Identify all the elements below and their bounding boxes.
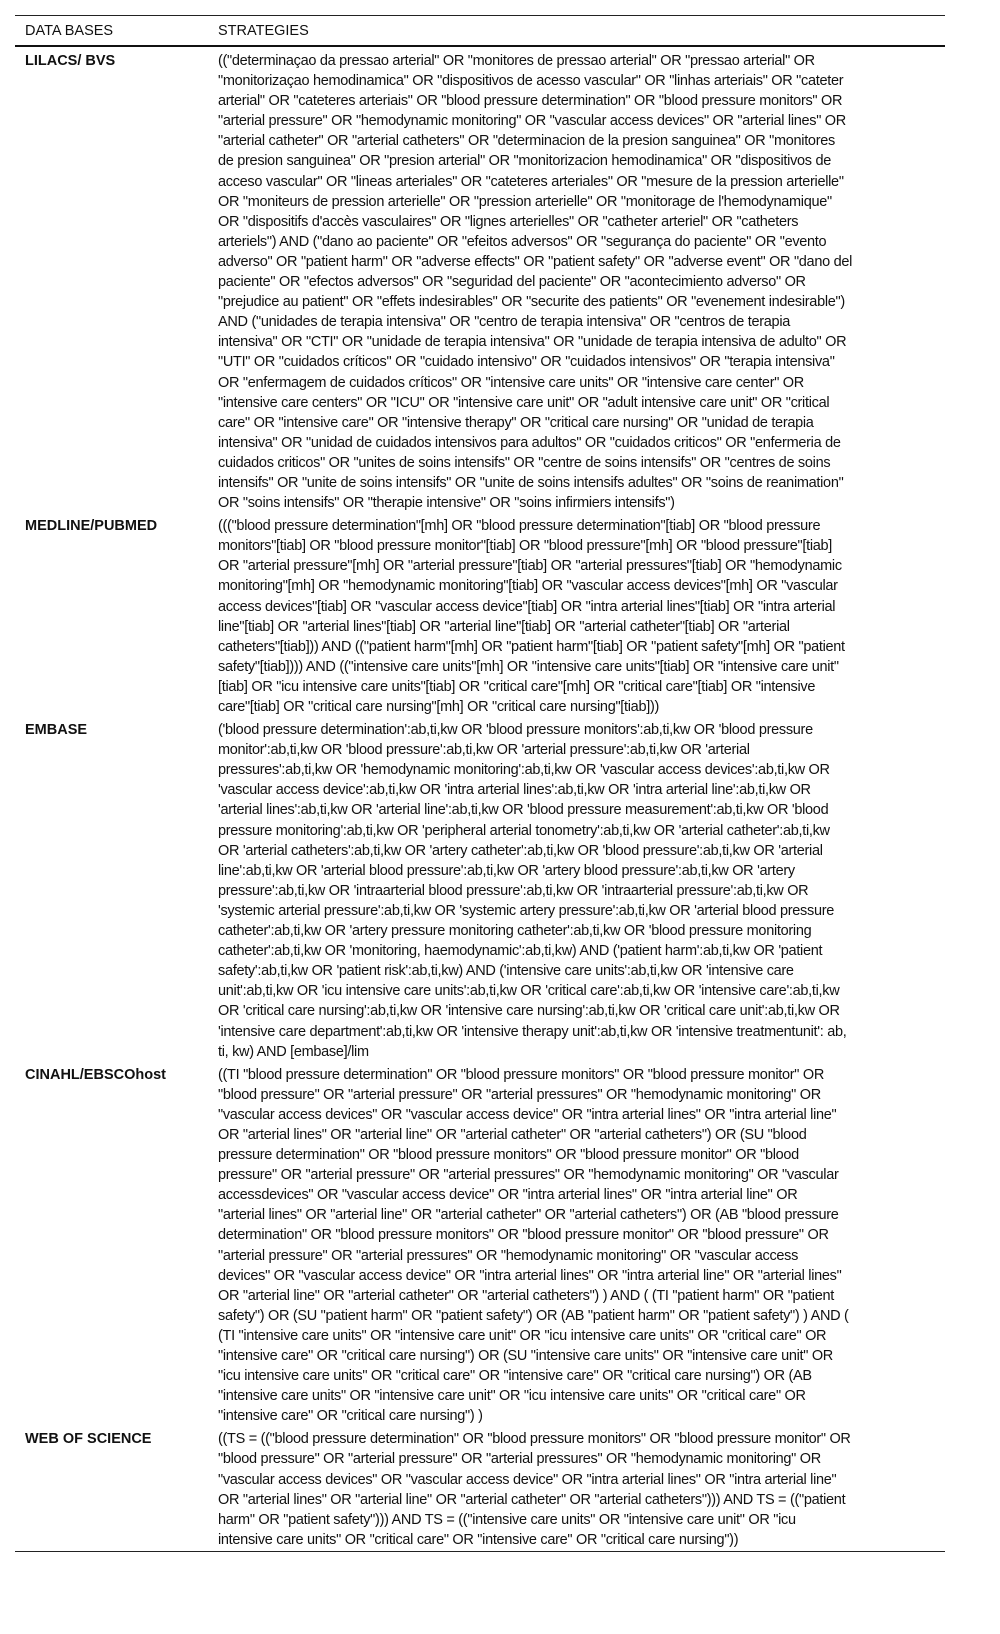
strategy-line: unit':ab,ti,kw OR 'icu intensive care units':ab,ti,kw OR 'critical care':ab,ti,kw OR 'intensive care':ab,ti,kw	[218, 983, 840, 1000]
strategy-line: 'systemic arterial pressure':ab,ti,kw OR 'systemic artery pressure':ab,ti,kw OR 'arterial blood pressure	[218, 902, 835, 919]
strategy-line: accessdevices" OR "vascular access device" OR "intra arterial lines" OR "intra arterial line" OR	[218, 1187, 798, 1204]
strategy-line: intensifs" OR "unite de soins intensifs" OR "unite de soins intensifs adultes" OR "soins de reanimation"	[218, 474, 844, 491]
strategy-line: (("determinaçao da pressao arterial" OR "monitores de pressao arterial" OR "pressao arterial" OR	[218, 53, 815, 69]
database-name: EMBASE	[25, 722, 88, 739]
strategy-line: safety':ab,ti,kw OR 'patient risk':ab,ti,kw) AND ('intensive care units':ab,ti,kw OR 'intensive care	[218, 963, 794, 980]
strategy-line: ((TI "blood pressure determination" OR "blood pressure monitors" OR "blood pressure monitor" OR	[218, 1066, 825, 1083]
header-strategies: STRATEGIES	[218, 22, 309, 39]
search-strategies-table	[15, 15, 945, 1552]
table-body	[15, 47, 945, 1551]
strategy-line: 'arterial lines':ab,ti,kw OR 'arterial line':ab,ti,kw OR 'blood pressure measurement':ab,ti,kw OR 'blood	[218, 802, 829, 819]
strategy-line: "blood pressure" OR "arterial pressure" OR "arterial pressures" OR "hemodynamic monitoring" OR	[218, 1451, 821, 1468]
strategy-line: "vascular access devices" OR "vascular access device" OR "intra arterial lines" OR "intra arterial line"	[218, 1106, 837, 1123]
search-strategy	[218, 1065, 945, 1427]
strategy-line: 'vascular access device':ab,ti,kw OR 'intra arterial lines':ab,ti,kw OR 'intra arterial line':ab,ti,kw OR	[218, 782, 811, 799]
header-data-bases: DATA BASES	[25, 22, 114, 39]
strategy-line: arteriels") AND ("dano ao paciente" OR "efeitos adversos" OR "segurança do paciente" OR "evento	[218, 233, 827, 250]
strategy-line: harm" OR "patient safety"))) AND TS = (("intensive care units" OR "intensive care unit" OR "icu	[218, 1511, 796, 1528]
strategy-line: intensiva" OR "CTI" OR "unidade de terapia intensiva" OR "unidade de terapia intensiva de adulto" OR	[218, 334, 847, 351]
database-name: LILACS/ BVS	[25, 53, 116, 69]
strategy-line: "blood pressure" OR "arterial pressure" OR "arterial pressures" OR "hemodynamic monitoring" OR	[218, 1086, 821, 1103]
strategy-line: catheter':ab,ti,kw OR 'monitoring, haemodynamic':ab,ti,kw) AND ('patient harm':ab,ti,kw OR 'patient	[218, 943, 823, 960]
strategy-line: catheters"[tiab])) AND (("patient harm"[mh] OR "patient harm"[tiab] OR "patient safety"[mh] OR "patient	[218, 638, 845, 655]
strategy-line: intensiva" OR "unidad de cuidados intensivos para adultos" OR "cuidados criticos" OR "enfermeria de	[218, 434, 841, 451]
strategy-line: "monitorizaçao hemodinamica" OR "dispositivos de acesso vascular" OR "linhas arteriais" OR "cateter	[218, 73, 844, 90]
strategy-line: "icu intensive care units" OR "critical care" OR "intensive care" OR "critical care nursing") OR (AB	[218, 1368, 812, 1385]
strategy-line: catheter':ab,ti,kw OR 'artery pressure monitoring catheter':ab,ti,kw OR 'blood pressure monitoring	[218, 923, 812, 940]
search-strategy	[218, 720, 945, 1062]
table-row	[15, 48, 945, 513]
strategy-line: AND ("unidades de terapia intensiva" OR "centro de terapia intensiva" OR "centros de terapia	[218, 314, 791, 331]
strategy-line: devices" OR "vascular access device" OR "intra arterial lines" OR "intra arterial line" OR "arterial lines"	[218, 1267, 842, 1284]
strategy-line: adverso" OR "patient harm" OR "adverse effects" OR "patient safety" OR "adverse event" OR "dano del	[218, 253, 853, 270]
table-row	[15, 1062, 945, 1427]
strategy-line: "intensive care" OR "critical care nursing") )	[218, 1408, 483, 1425]
strategy-line: arterial" OR "cateteres arteriais" OR "blood pressure determination" OR "blood pressure monitors" OR	[218, 93, 843, 110]
strategy-line: OR "arterial lines" OR "arterial line" OR "arterial catheter" OR "arterial catheters"))) AND TS = (("patient	[218, 1491, 846, 1508]
strategy-line: ((TS = (("blood pressure determination" OR "blood pressure monitors" OR "blood pressure monitor" OR	[218, 1431, 851, 1448]
strategy-line: pressure':ab,ti,kw OR 'intraarterial blood pressure':ab,ti,kw OR 'intraarterial pressure':ab,ti,kw OR	[218, 882, 809, 899]
strategy-line: OR 'arterial catheters':ab,ti,kw OR 'artery catheter':ab,ti,kw OR 'blood pressure':ab,ti,kw OR 'arterial	[218, 842, 823, 859]
strategy-line: line':ab,ti,kw OR 'arterial blood pressure':ab,ti,kw OR 'artery blood pressure':ab,ti,kw OR 'artery	[218, 862, 795, 879]
strategy-line: ti, kw) AND [embase]/lim	[218, 1043, 369, 1060]
strategy-line: OR "arterial lines" OR "arterial line" OR "arterial catheter" OR "arterial catheters") OR (SU "blood	[218, 1126, 807, 1143]
strategy-line: determination" OR "blood pressure monitors" OR "blood pressure monitor" OR "blood pressure" OR	[218, 1227, 829, 1244]
database-name: MEDLINE/PUBMED	[25, 518, 158, 535]
strategy-line: access devices"[tiab] OR "vascular access device"[tiab] OR "intra arterial lines"[tiab] OR "intra arterial	[218, 598, 836, 615]
strategy-line: paciente" OR "efectos adversos" OR "seguridad del paciente" OR "acontecimiento adverso" OR	[218, 274, 806, 291]
strategy-line: intensive care units" OR "critical care" OR "intensive care" OR "critical care nursing"))	[218, 1531, 739, 1548]
strategy-line: safety") OR (SU "patient harm" OR "patient safety") OR (AB "patient harm" OR "patient safety") ) AND (	[218, 1307, 849, 1324]
strategy-line: "intensive care" OR "critical care nursing") OR (SU "intensive care units" OR "intensive care unit" OR	[218, 1348, 833, 1364]
strategy-line: 'intensive care department':ab,ti,kw OR 'intensive therapy unit':ab,ti,kw OR 'intensive treatmentunit': ab,	[218, 1023, 847, 1040]
strategy-line: OR "arterial line" OR "arterial catheter" OR "arterial catheters") ) AND ( (TI "patient harm" OR "patient	[218, 1287, 834, 1304]
strategy-line: OR "moniteurs de pression arterielle" OR "pression arterielle" OR "monitorage de l'hemodynamique"	[218, 193, 832, 210]
strategy-line: "prejudice au patient" OR "effets indesirables" OR "securite des patients" OR "evenement indesirable")	[218, 294, 845, 311]
strategy-line: "arterial pressure" OR "arterial pressures" OR "hemodynamic monitoring" OR "vascular access	[218, 1247, 799, 1264]
strategy-line: care"[tiab] OR "critical care nursing"[mh] OR "critical care nursing"[tiab]))	[218, 699, 660, 715]
search-strategy	[218, 516, 945, 717]
strategy-line: monitors"[tiab] OR "blood pressure monitor"[tiab] OR "blood pressure"[mh] OR "blood pressure"[tiab]	[218, 538, 833, 555]
strategy-line: safety"[tiab]))) AND (("intensive care units"[mh] OR "intensive care units"[tiab] OR "intensive care unit"	[218, 658, 839, 675]
strategy-line: "arterial pressure" OR "hemodynamic monitoring" OR "vascular access devices" OR "arterial lines" OR	[218, 113, 846, 130]
strategy-line: pressure determination" OR "blood pressure monitors" OR "blood pressure monitor" OR "blood	[218, 1147, 799, 1164]
search-strategy	[218, 51, 945, 513]
database-name: WEB OF SCIENCE	[25, 1431, 152, 1448]
strategy-line: "arterial catheter" OR "arterial catheters" OR "determinacion de la presion sanguinea" OR "monitores	[218, 133, 835, 150]
strategy-line: "arterial lines" OR "arterial line" OR "arterial catheter" OR "arterial catheters") OR (AB "blood pressure	[218, 1207, 839, 1224]
strategy-line: OR "dispositifs d'accès vasculaires" OR "lignes arterielles" OR "catheter arteriel" OR "catheters	[218, 213, 799, 230]
table-row	[15, 717, 945, 1062]
strategy-line: monitoring"[mh] OR "hemodynamic monitoring"[tiab] OR "vascular access devices"[mh] OR "vascular	[218, 578, 838, 595]
strategy-line: acceso vascular" OR "lineas arteriales" OR "cateteres arteriales" OR "mesure de la pression arterielle"	[218, 173, 844, 190]
strategy-line: (TI "intensive care units" OR "intensive care unit" OR "icu intensive care units" OR "critical care" OR	[218, 1327, 827, 1344]
table-row	[15, 513, 945, 717]
strategy-line: [tiab] OR "icu intensive care units"[tiab] OR "critical care"[mh] OR "critical care"[tiab] OR "intensive	[218, 678, 816, 695]
strategy-line: pressure" OR "arterial pressure" OR "arterial pressures" OR "hemodynamic monitoring" OR "vascular	[218, 1167, 839, 1184]
strategy-line: OR "arterial pressure"[mh] OR "arterial pressure"[tiab] OR "arterial pressures"[tiab] OR "hemodynamic	[218, 558, 842, 575]
strategy-line: de presion sanguinea" OR "presion arterial" OR "monitorizacion hemodinamica" OR "dispositivos de	[218, 153, 831, 170]
strategy-line: cuidados criticos" OR "unites de soins intensifs" OR "centre de soins intensifs" OR "centres de soins	[218, 454, 831, 471]
strategy-line: OR 'critical care nursing':ab,ti,kw OR 'intensive care nursing':ab,ti,kw OR 'critical care unit':ab,ti,kw OR	[218, 1003, 840, 1020]
strategy-line: care" OR "intensive care" OR "intensive therapy" OR "critical care nursing" OR "unidad de terapia	[218, 414, 814, 431]
strategy-line: OR "enfermagem de cuidados críticos" OR "intensive care units" OR "intensive care center" OR	[218, 374, 804, 391]
strategy-line: monitor':ab,ti,kw OR 'blood pressure':ab,ti,kw OR 'arterial pressure':ab,ti,kw OR 'arterial	[218, 742, 750, 759]
strategy-line: ((("blood pressure determination"[mh] OR "blood pressure determination"[tiab] OR "blood pressure	[218, 518, 821, 535]
strategy-line: ('blood pressure determination':ab,ti,kw OR 'blood pressure monitors':ab,ti,kw OR 'blood pressure	[218, 722, 813, 739]
table-header	[15, 16, 945, 47]
strategy-line: OR "soins intensifs" OR "therapie intensive" OR "soins infirmiers intensifs")	[218, 495, 675, 512]
strategy-line: "vascular access devices" OR "vascular access device" OR "intra arterial lines" OR "intra arterial line"	[218, 1471, 837, 1488]
search-strategy	[218, 1429, 945, 1550]
strategy-line: "UTI" OR "cuidados críticos" OR "cuidado intensivo" OR "cuidados intensivos" OR "terapia intensiva"	[218, 354, 835, 371]
strategy-line: pressures':ab,ti,kw OR 'hemodynamic monitoring':ab,ti,kw OR 'vascular access devices':ab,ti,kw OR	[218, 762, 830, 779]
strategy-line: pressure monitoring':ab,ti,kw OR 'peripheral arterial tonometry':ab,ti,kw OR 'arterial catheter':ab,ti,kw	[218, 822, 830, 839]
table-row	[15, 1426, 945, 1550]
strategy-line: "intensive care units" OR "intensive care unit" OR "icu intensive care units" OR "critical care" OR	[218, 1388, 806, 1405]
strategy-line: line"[tiab] OR "arterial lines"[tiab] OR "arterial line"[tiab] OR "arterial catheter"[tiab] OR "arterial	[218, 618, 790, 635]
database-name: CINAHL/EBSCOhost	[25, 1066, 166, 1083]
strategy-line: "intensive care centers" OR "ICU" OR "intensive care unit" OR "adult intensive care unit" OR "critical	[218, 394, 830, 411]
